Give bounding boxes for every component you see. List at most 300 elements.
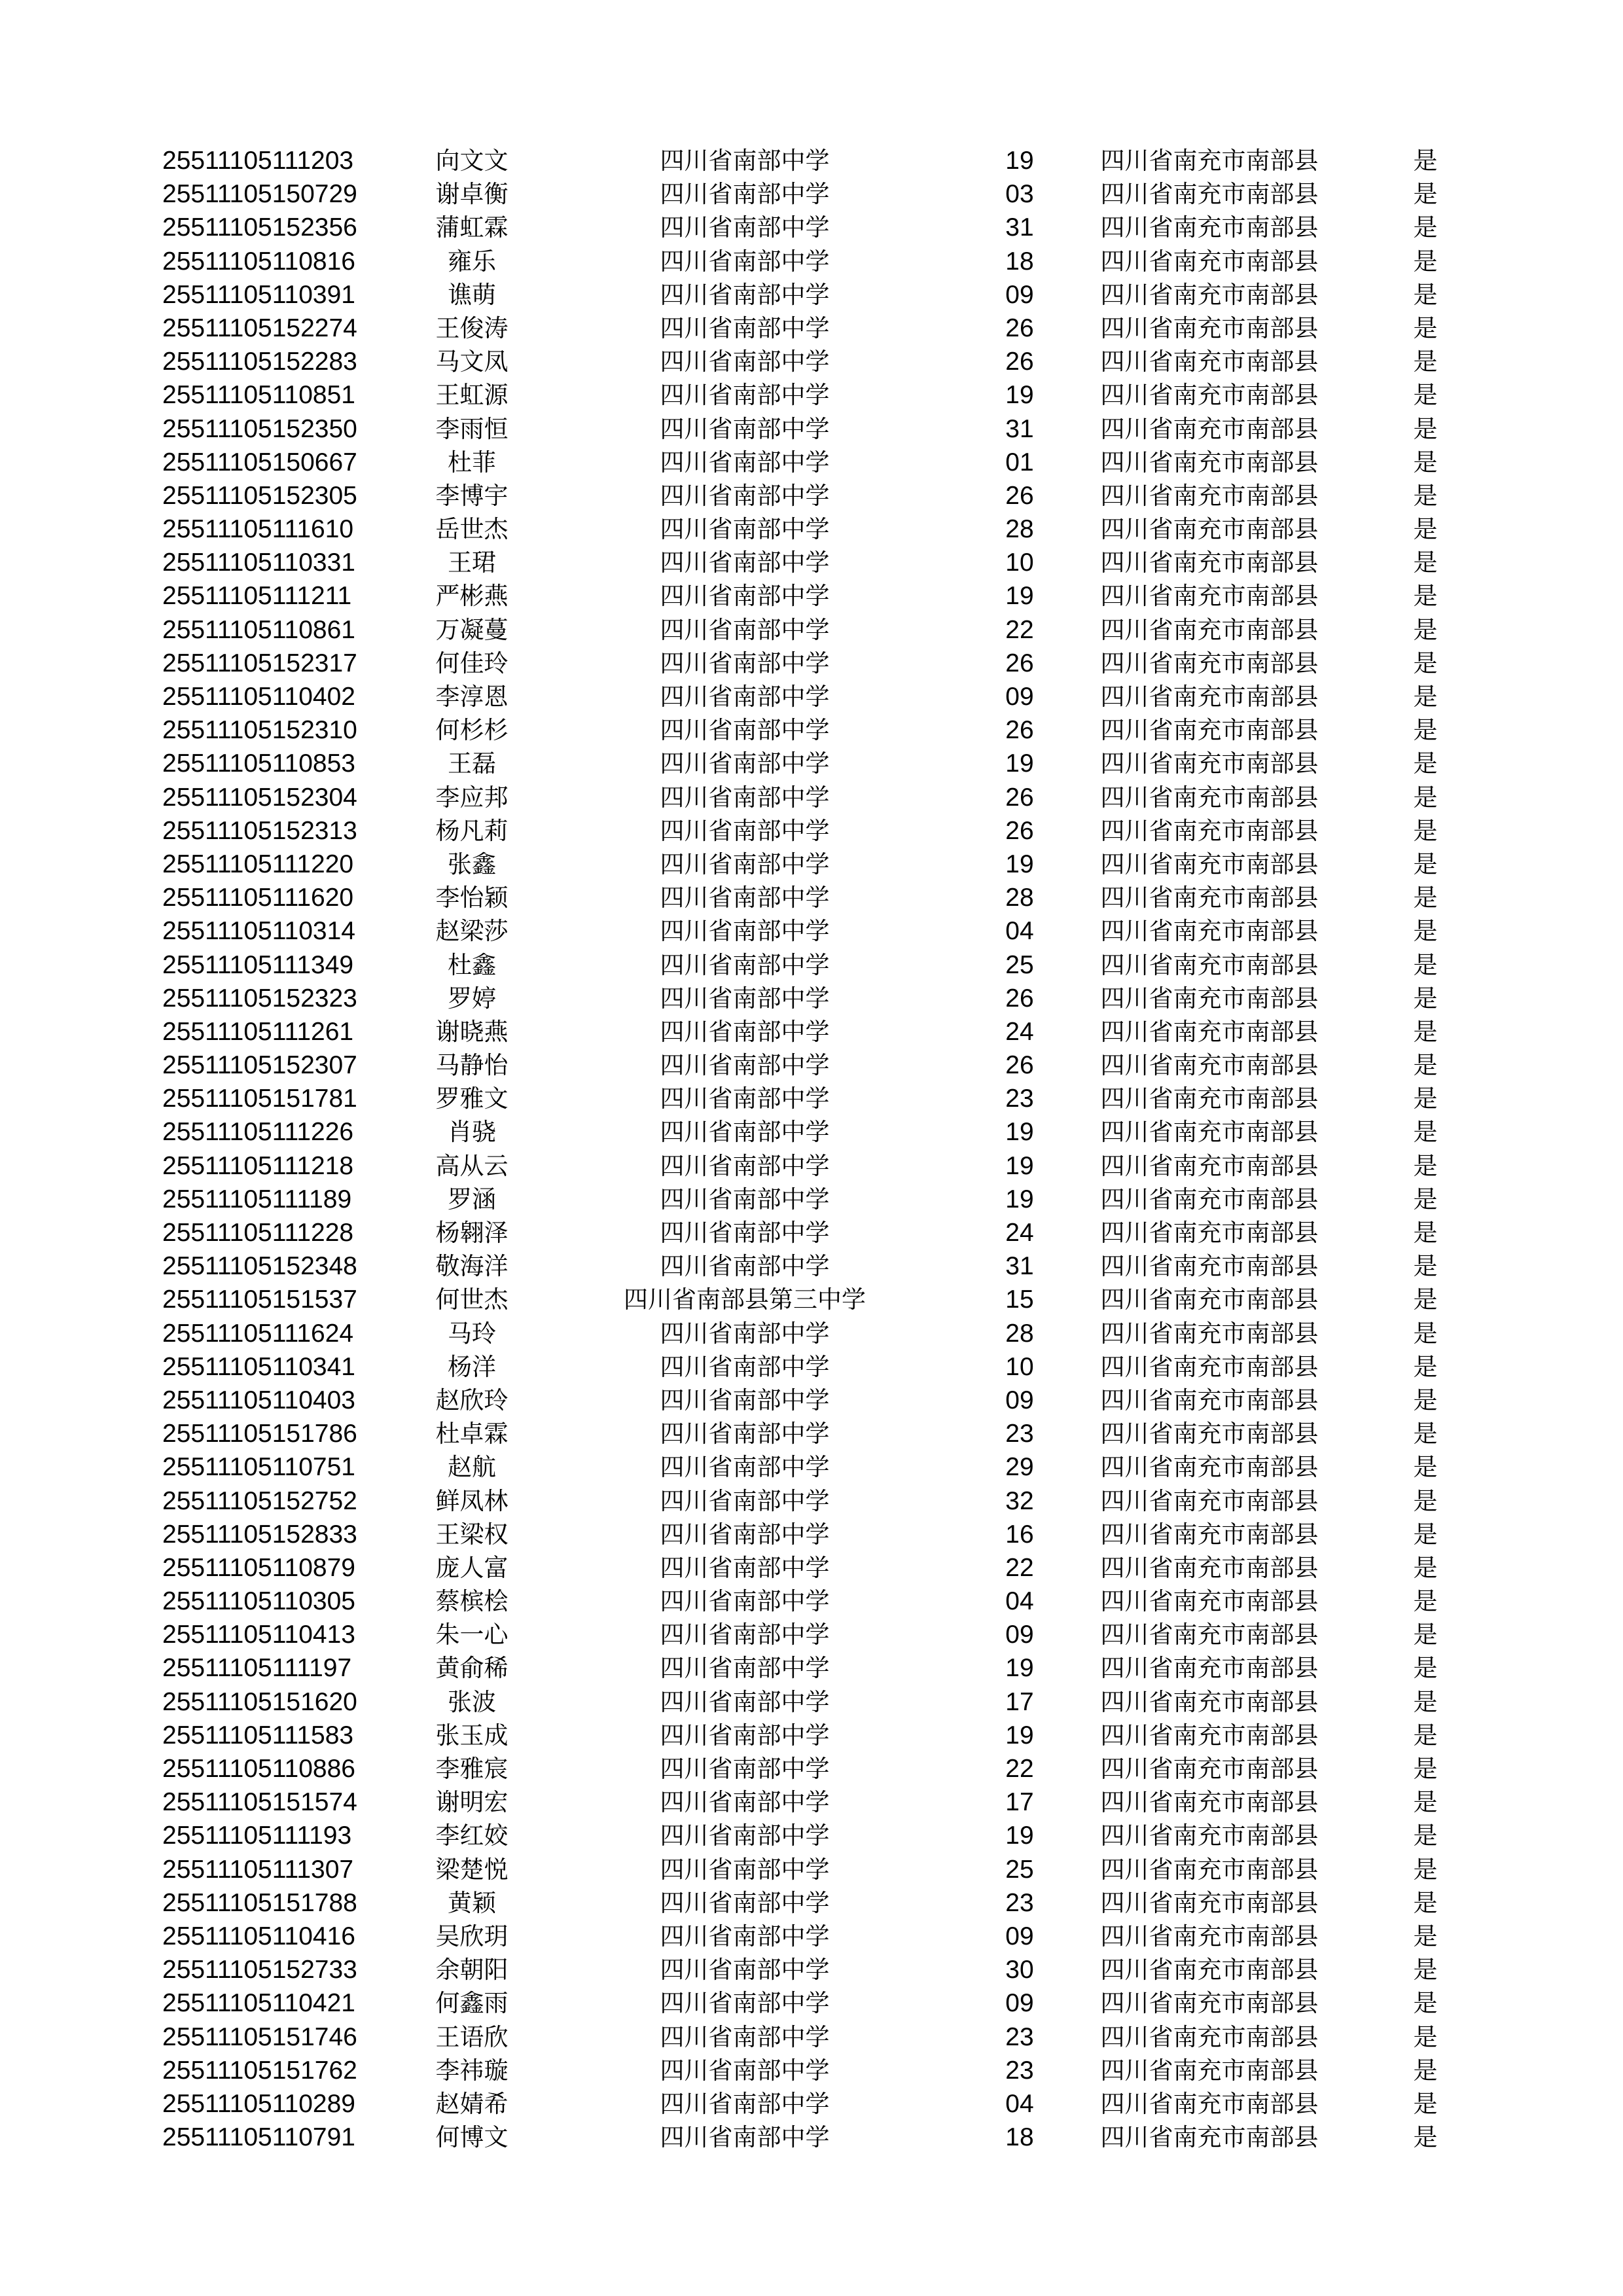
candidate-id-cell: 25511105150729 xyxy=(162,180,357,209)
student-name-cell: 李雅宸 xyxy=(435,1755,508,1783)
school-cell: 四川省南部中学 xyxy=(660,850,830,878)
candidate-id-cell: 25511105152274 xyxy=(162,314,357,342)
flag-cell: 是 xyxy=(1413,1553,1438,1582)
school-cell: 四川省南部中学 xyxy=(660,1654,830,1683)
candidate-id-cell: 25511105111218 xyxy=(162,1151,354,1180)
school-cell: 四川省南部中学 xyxy=(660,348,830,376)
candidate-id-cell: 25511105152313 xyxy=(162,816,357,845)
region-cell: 四川省南充市南部县 xyxy=(1100,884,1319,912)
student-name-cell: 李怡颖 xyxy=(435,884,508,912)
class-number-cell: 09 xyxy=(1005,1621,1034,1649)
candidate-id-cell: 25511105111211 xyxy=(162,582,352,611)
school-cell: 四川省南部中学 xyxy=(660,548,830,577)
flag-cell: 是 xyxy=(1413,1755,1438,1783)
candidate-id-cell: 25511105152356 xyxy=(162,213,357,242)
flag-cell: 是 xyxy=(1413,2056,1438,2085)
candidate-id-cell: 25511105151574 xyxy=(162,1788,357,1817)
region-cell: 四川省南充市南部县 xyxy=(1100,180,1319,209)
school-cell: 四川省南部中学 xyxy=(660,1252,830,1281)
school-cell: 四川省南部中学 xyxy=(660,481,830,510)
student-name-cell: 罗雅文 xyxy=(435,1085,508,1113)
class-number-cell: 22 xyxy=(1005,1553,1034,1582)
student-name-cell: 李应邦 xyxy=(435,783,508,812)
class-number-cell: 26 xyxy=(1005,348,1034,376)
student-name-cell: 吴欣玥 xyxy=(435,1922,508,1950)
candidate-id-cell: 25511105111189 xyxy=(162,1185,352,1213)
class-number-cell: 31 xyxy=(1005,213,1034,242)
candidate-id-cell: 25511105151762 xyxy=(162,2056,357,2085)
student-name-cell: 杨凡莉 xyxy=(435,816,508,845)
school-cell: 四川省南部中学 xyxy=(660,582,830,611)
flag-cell: 是 xyxy=(1413,414,1438,443)
student-name-cell: 蔡槟桧 xyxy=(435,1587,508,1616)
class-number-cell: 26 xyxy=(1005,481,1034,510)
region-cell: 四川省南充市南部县 xyxy=(1100,582,1319,611)
candidate-id-cell: 25511105110402 xyxy=(162,683,355,711)
student-name-cell: 蒲虹霖 xyxy=(435,213,508,242)
student-name-cell: 罗婷 xyxy=(448,984,496,1013)
class-number-cell: 26 xyxy=(1005,816,1034,845)
candidate-id-cell: 25511105151786 xyxy=(162,1420,357,1448)
student-name-cell: 谢卓衡 xyxy=(435,180,508,209)
school-cell: 四川省南部中学 xyxy=(660,280,830,309)
school-cell: 四川省南部中学 xyxy=(660,1922,830,1950)
student-name-cell: 高从云 xyxy=(435,1151,508,1180)
student-name-cell: 谯萌 xyxy=(448,280,496,309)
table-row xyxy=(162,1752,1484,1785)
region-cell: 四川省南充市南部县 xyxy=(1100,348,1319,376)
table-row xyxy=(162,1082,1484,1115)
region-cell: 四川省南充市南部县 xyxy=(1100,1755,1319,1783)
candidate-id-cell: 25511105152752 xyxy=(162,1486,357,1515)
candidate-id-cell: 25511105111203 xyxy=(162,147,354,175)
student-name-cell: 李红姣 xyxy=(435,1821,508,1850)
candidate-id-cell: 25511105151781 xyxy=(162,1085,357,1113)
flag-cell: 是 xyxy=(1413,1185,1438,1213)
candidate-id-cell: 25511105110791 xyxy=(162,2123,355,2152)
candidate-id-cell: 25511105110751 xyxy=(162,1453,355,1482)
class-number-cell: 26 xyxy=(1005,1051,1034,1080)
class-number-cell: 24 xyxy=(1005,1017,1034,1046)
candidate-id-cell: 25511105152348 xyxy=(162,1252,357,1281)
table-row xyxy=(162,211,1484,244)
class-number-cell: 32 xyxy=(1005,1486,1034,1515)
region-cell: 四川省南充市南部县 xyxy=(1100,917,1319,946)
region-cell: 四川省南充市南部县 xyxy=(1100,1151,1319,1180)
table-row xyxy=(162,312,1484,345)
candidate-id-cell: 25511105110853 xyxy=(162,749,355,778)
student-name-cell: 肖骁 xyxy=(448,1118,496,1147)
class-number-cell: 09 xyxy=(1005,280,1034,309)
class-number-cell: 26 xyxy=(1005,314,1034,342)
region-cell: 四川省南充市南部县 xyxy=(1100,1621,1319,1649)
table-row xyxy=(162,1115,1484,1149)
region-cell: 四川省南充市南部县 xyxy=(1100,1252,1319,1281)
school-cell: 四川省南部中学 xyxy=(660,1319,830,1348)
student-name-cell: 马静怡 xyxy=(435,1051,508,1080)
table-row xyxy=(162,345,1484,378)
student-name-cell: 张玉成 xyxy=(435,1721,508,1749)
class-number-cell: 28 xyxy=(1005,515,1034,544)
school-cell: 四川省南部中学 xyxy=(660,2089,830,2118)
flag-cell: 是 xyxy=(1413,1252,1438,1281)
school-cell: 四川省南部中学 xyxy=(660,1788,830,1817)
candidate-id-cell: 25511105110851 xyxy=(162,381,355,410)
region-cell: 四川省南充市南部县 xyxy=(1100,1453,1319,1482)
region-cell: 四川省南充市南部县 xyxy=(1100,1821,1319,1850)
school-cell: 四川省南部中学 xyxy=(660,1420,830,1448)
student-name-cell: 马文凤 xyxy=(435,348,508,376)
table-row xyxy=(162,446,1484,479)
candidate-id-cell: 25511105110816 xyxy=(162,247,355,276)
school-cell: 四川省南部中学 xyxy=(660,1151,830,1180)
table-row xyxy=(162,1986,1484,2020)
student-name-cell: 赵梁莎 xyxy=(435,917,508,946)
region-cell: 四川省南充市南部县 xyxy=(1100,1587,1319,1616)
class-number-cell: 24 xyxy=(1005,1219,1034,1247)
candidate-id-cell: 25511105152310 xyxy=(162,716,357,745)
region-cell: 四川省南充市南部县 xyxy=(1100,1017,1319,1046)
class-number-cell: 23 xyxy=(1005,1888,1034,1917)
class-number-cell: 26 xyxy=(1005,716,1034,745)
school-cell: 四川省南部中学 xyxy=(660,1486,830,1515)
flag-cell: 是 xyxy=(1413,1118,1438,1147)
candidate-id-cell: 25511105110391 xyxy=(162,280,355,309)
table-row xyxy=(162,1216,1484,1249)
region-cell: 四川省南充市南部县 xyxy=(1100,1721,1319,1749)
class-number-cell: 16 xyxy=(1005,1520,1034,1549)
flag-cell: 是 xyxy=(1413,1386,1438,1414)
table-row xyxy=(162,1920,1484,1953)
candidate-id-cell: 25511105111583 xyxy=(162,1721,354,1749)
school-cell: 四川省南部中学 xyxy=(660,1956,830,1984)
table-row xyxy=(162,848,1484,881)
candidate-id-cell: 25511105111220 xyxy=(162,850,354,878)
student-name-cell: 雍乐 xyxy=(448,247,496,276)
class-number-cell: 15 xyxy=(1005,1285,1034,1314)
student-name-cell: 黄俞稀 xyxy=(435,1654,508,1683)
table-row xyxy=(162,177,1484,211)
flag-cell: 是 xyxy=(1413,1621,1438,1649)
region-cell: 四川省南充市南部县 xyxy=(1100,1386,1319,1414)
flag-cell: 是 xyxy=(1413,1587,1438,1616)
candidate-id-cell: 25511105152307 xyxy=(162,1051,357,1080)
candidate-id-cell: 25511105111349 xyxy=(162,950,354,979)
candidate-id-cell: 25511105110861 xyxy=(162,615,355,644)
class-number-cell: 03 xyxy=(1005,180,1034,209)
candidate-id-cell: 25511105111620 xyxy=(162,884,354,912)
region-cell: 四川省南充市南部县 xyxy=(1100,683,1319,711)
school-cell: 四川省南部中学 xyxy=(660,1219,830,1247)
flag-cell: 是 xyxy=(1413,615,1438,644)
student-name-cell: 赵航 xyxy=(448,1453,496,1482)
table-row xyxy=(162,546,1484,579)
region-cell: 四川省南充市南部县 xyxy=(1100,213,1319,242)
flag-cell: 是 xyxy=(1413,348,1438,376)
school-cell: 四川省南部中学 xyxy=(660,1017,830,1046)
class-number-cell: 22 xyxy=(1005,1755,1034,1783)
candidate-id-cell: 25511105110289 xyxy=(162,2089,355,2118)
flag-cell: 是 xyxy=(1413,950,1438,979)
table-row xyxy=(162,245,1484,278)
table-row xyxy=(162,1886,1484,1920)
candidate-id-cell: 25511105110421 xyxy=(162,1989,355,2018)
flag-cell: 是 xyxy=(1413,2022,1438,2051)
student-name-cell: 王磊 xyxy=(448,749,496,778)
student-name-cell: 张鑫 xyxy=(448,850,496,878)
candidate-id-cell: 25511105111610 xyxy=(162,515,354,544)
class-number-cell: 10 xyxy=(1005,548,1034,577)
student-name-cell: 罗涵 xyxy=(448,1185,496,1213)
class-number-cell: 25 xyxy=(1005,1855,1034,1884)
class-number-cell: 23 xyxy=(1005,2022,1034,2051)
candidate-id-cell: 25511105151746 xyxy=(162,2022,357,2051)
region-cell: 四川省南充市南部县 xyxy=(1100,615,1319,644)
student-name-cell: 敬海洋 xyxy=(435,1252,508,1281)
student-name-cell: 严彬燕 xyxy=(435,582,508,611)
school-cell: 四川省南部中学 xyxy=(660,213,830,242)
table-row xyxy=(162,1249,1484,1283)
class-number-cell: 19 xyxy=(1005,1118,1034,1147)
region-cell: 四川省南充市南部县 xyxy=(1100,515,1319,544)
region-cell: 四川省南充市南部县 xyxy=(1100,1085,1319,1113)
candidate-id-cell: 25511105151537 xyxy=(162,1285,357,1314)
class-number-cell: 04 xyxy=(1005,1587,1034,1616)
candidate-id-cell: 25511105110341 xyxy=(162,1352,355,1381)
student-name-cell: 杜菲 xyxy=(448,448,496,476)
student-name-cell: 何博文 xyxy=(435,2123,508,2152)
region-cell: 四川省南充市南部县 xyxy=(1100,1687,1319,1716)
table-row xyxy=(162,1450,1484,1484)
student-name-cell: 王俊涛 xyxy=(435,314,508,342)
table-row xyxy=(162,144,1484,177)
candidate-id-cell: 25511105152350 xyxy=(162,414,357,443)
region-cell: 四川省南充市南部县 xyxy=(1100,1486,1319,1515)
flag-cell: 是 xyxy=(1413,1151,1438,1180)
class-number-cell: 31 xyxy=(1005,1252,1034,1281)
flag-cell: 是 xyxy=(1413,2123,1438,2152)
flag-cell: 是 xyxy=(1413,381,1438,410)
class-number-cell: 17 xyxy=(1005,1687,1034,1716)
school-cell: 四川省南部中学 xyxy=(660,1453,830,1482)
school-cell: 四川省南部中学 xyxy=(660,749,830,778)
school-cell: 四川省南部中学 xyxy=(660,1386,830,1414)
candidate-id-cell: 25511105152305 xyxy=(162,481,357,510)
school-cell: 四川省南部中学 xyxy=(660,950,830,979)
school-cell: 四川省南部中学 xyxy=(660,1520,830,1549)
candidate-id-cell: 25511105110416 xyxy=(162,1922,355,1950)
school-cell: 四川省南部中学 xyxy=(660,1755,830,1783)
student-name-cell: 王语欣 xyxy=(435,2022,508,2051)
flag-cell: 是 xyxy=(1413,1085,1438,1113)
class-number-cell: 18 xyxy=(1005,247,1034,276)
region-cell: 四川省南充市南部县 xyxy=(1100,1922,1319,1950)
school-cell: 四川省南部中学 xyxy=(660,2123,830,2152)
flag-cell: 是 xyxy=(1413,850,1438,878)
table-row xyxy=(162,948,1484,982)
student-name-cell: 何鑫雨 xyxy=(435,1989,508,2018)
class-number-cell: 23 xyxy=(1005,2056,1034,2085)
class-number-cell: 26 xyxy=(1005,984,1034,1013)
class-number-cell: 18 xyxy=(1005,2123,1034,2152)
table-row xyxy=(162,680,1484,713)
region-cell: 四川省南充市南部县 xyxy=(1100,481,1319,510)
student-name-cell: 马玲 xyxy=(448,1319,496,1348)
student-name-cell: 杨洋 xyxy=(448,1352,496,1381)
flag-cell: 是 xyxy=(1413,247,1438,276)
flag-cell: 是 xyxy=(1413,683,1438,711)
class-number-cell: 28 xyxy=(1005,1319,1034,1348)
region-cell: 四川省南充市南部县 xyxy=(1100,783,1319,812)
flag-cell: 是 xyxy=(1413,1721,1438,1749)
school-cell: 四川省南部中学 xyxy=(660,649,830,677)
school-cell: 四川省南部中学 xyxy=(660,2056,830,2085)
class-number-cell: 25 xyxy=(1005,950,1034,979)
flag-cell: 是 xyxy=(1413,582,1438,611)
class-number-cell: 28 xyxy=(1005,884,1034,912)
flag-cell: 是 xyxy=(1413,1989,1438,2018)
candidate-id-cell: 25511105110413 xyxy=(162,1621,355,1649)
table-row xyxy=(162,1384,1484,1417)
school-cell: 四川省南部中学 xyxy=(660,1721,830,1749)
student-name-cell: 赵婧希 xyxy=(435,2089,508,2118)
table-row xyxy=(162,1719,1484,1752)
class-number-cell: 10 xyxy=(1005,1352,1034,1381)
candidate-id-cell: 25511105111197 xyxy=(162,1654,352,1683)
flag-cell: 是 xyxy=(1413,716,1438,745)
region-cell: 四川省南充市南部县 xyxy=(1100,1319,1319,1348)
region-cell: 四川省南充市南部县 xyxy=(1100,1118,1319,1147)
region-cell: 四川省南充市南部县 xyxy=(1100,1219,1319,1247)
table-row xyxy=(162,747,1484,780)
student-name-cell: 李雨恒 xyxy=(435,414,508,443)
table-row xyxy=(162,1819,1484,1852)
flag-cell: 是 xyxy=(1413,816,1438,845)
flag-cell: 是 xyxy=(1413,314,1438,342)
region-cell: 四川省南充市南部县 xyxy=(1100,1855,1319,1884)
student-name-cell: 张波 xyxy=(448,1687,496,1716)
region-cell: 四川省南充市南部县 xyxy=(1100,414,1319,443)
class-number-cell: 31 xyxy=(1005,414,1034,443)
table-row xyxy=(162,1183,1484,1216)
region-cell: 四川省南充市南部县 xyxy=(1100,1420,1319,1448)
school-cell: 四川省南部中学 xyxy=(660,683,830,711)
table-row xyxy=(162,881,1484,914)
region-cell: 四川省南充市南部县 xyxy=(1100,1654,1319,1683)
table-row xyxy=(162,1015,1484,1049)
flag-cell: 是 xyxy=(1413,1956,1438,1984)
region-cell: 四川省南充市南部县 xyxy=(1100,950,1319,979)
table-row xyxy=(162,1049,1484,1082)
roster-table xyxy=(162,144,1484,2154)
school-cell: 四川省南部中学 xyxy=(660,1989,830,2018)
table-row xyxy=(162,1350,1484,1384)
flag-cell: 是 xyxy=(1413,749,1438,778)
class-number-cell: 19 xyxy=(1005,582,1034,611)
region-cell: 四川省南充市南部县 xyxy=(1100,314,1319,342)
class-number-cell: 17 xyxy=(1005,1788,1034,1817)
candidate-id-cell: 25511105152323 xyxy=(162,984,357,1013)
region-cell: 四川省南充市南部县 xyxy=(1100,280,1319,309)
region-cell: 四川省南充市南部县 xyxy=(1100,2022,1319,2051)
region-cell: 四川省南充市南部县 xyxy=(1100,1788,1319,1817)
class-number-cell: 19 xyxy=(1005,1151,1034,1180)
candidate-id-cell: 25511105150667 xyxy=(162,448,357,476)
student-name-cell: 李淳恩 xyxy=(435,683,508,711)
candidate-id-cell: 25511105110879 xyxy=(162,1553,355,1582)
school-cell: 四川省南部中学 xyxy=(660,1352,830,1381)
table-row xyxy=(162,1551,1484,1585)
table-row xyxy=(162,479,1484,512)
class-number-cell: 09 xyxy=(1005,1386,1034,1414)
table-row xyxy=(162,1149,1484,1183)
table-row xyxy=(162,278,1484,312)
table-row xyxy=(162,1853,1484,1886)
candidate-id-cell: 25511105110305 xyxy=(162,1587,355,1616)
flag-cell: 是 xyxy=(1413,1654,1438,1683)
table-row xyxy=(162,1317,1484,1350)
table-row xyxy=(162,2087,1484,2121)
class-number-cell: 19 xyxy=(1005,147,1034,175)
class-number-cell: 09 xyxy=(1005,683,1034,711)
flag-cell: 是 xyxy=(1413,649,1438,677)
flag-cell: 是 xyxy=(1413,180,1438,209)
region-cell: 四川省南充市南部县 xyxy=(1100,1051,1319,1080)
table-row xyxy=(162,2020,1484,2054)
candidate-id-cell: 25511105111307 xyxy=(162,1855,354,1884)
flag-cell: 是 xyxy=(1413,1285,1438,1314)
student-name-cell: 梁楚悦 xyxy=(435,1855,508,1884)
region-cell: 四川省南充市南部县 xyxy=(1100,1989,1319,2018)
flag-cell: 是 xyxy=(1413,1855,1438,1884)
student-name-cell: 向文文 xyxy=(435,147,508,175)
table-row xyxy=(162,1953,1484,1986)
region-cell: 四川省南充市南部县 xyxy=(1100,1285,1319,1314)
student-name-cell: 何佳玲 xyxy=(435,649,508,677)
student-name-cell: 庞人富 xyxy=(435,1553,508,1582)
table-row xyxy=(162,579,1484,613)
table-row xyxy=(162,914,1484,948)
class-number-cell: 19 xyxy=(1005,1721,1034,1749)
flag-cell: 是 xyxy=(1413,1687,1438,1716)
flag-cell: 是 xyxy=(1413,1520,1438,1549)
class-number-cell: 22 xyxy=(1005,615,1034,644)
table-row xyxy=(162,1785,1484,1819)
table-row xyxy=(162,1283,1484,1316)
region-cell: 四川省南充市南部县 xyxy=(1100,2056,1319,2085)
class-number-cell: 19 xyxy=(1005,850,1034,878)
table-row xyxy=(162,378,1484,412)
table-row xyxy=(162,512,1484,546)
region-cell: 四川省南充市南部县 xyxy=(1100,749,1319,778)
school-cell: 四川省南部中学 xyxy=(660,1621,830,1649)
class-number-cell: 19 xyxy=(1005,1654,1034,1683)
school-cell: 四川省南部中学 xyxy=(660,917,830,946)
flag-cell: 是 xyxy=(1413,1788,1438,1817)
school-cell: 四川省南部中学 xyxy=(660,1687,830,1716)
flag-cell: 是 xyxy=(1413,548,1438,577)
table-row xyxy=(162,1685,1484,1719)
region-cell: 四川省南充市南部县 xyxy=(1100,984,1319,1013)
class-number-cell: 26 xyxy=(1005,783,1034,812)
region-cell: 四川省南充市南部县 xyxy=(1100,147,1319,175)
table-row xyxy=(162,982,1484,1015)
student-name-cell: 谢晓燕 xyxy=(435,1017,508,1046)
region-cell: 四川省南充市南部县 xyxy=(1100,1520,1319,1549)
candidate-id-cell: 25511105111226 xyxy=(162,1118,354,1147)
candidate-id-cell: 25511105110886 xyxy=(162,1755,355,1783)
region-cell: 四川省南充市南部县 xyxy=(1100,2123,1319,2152)
